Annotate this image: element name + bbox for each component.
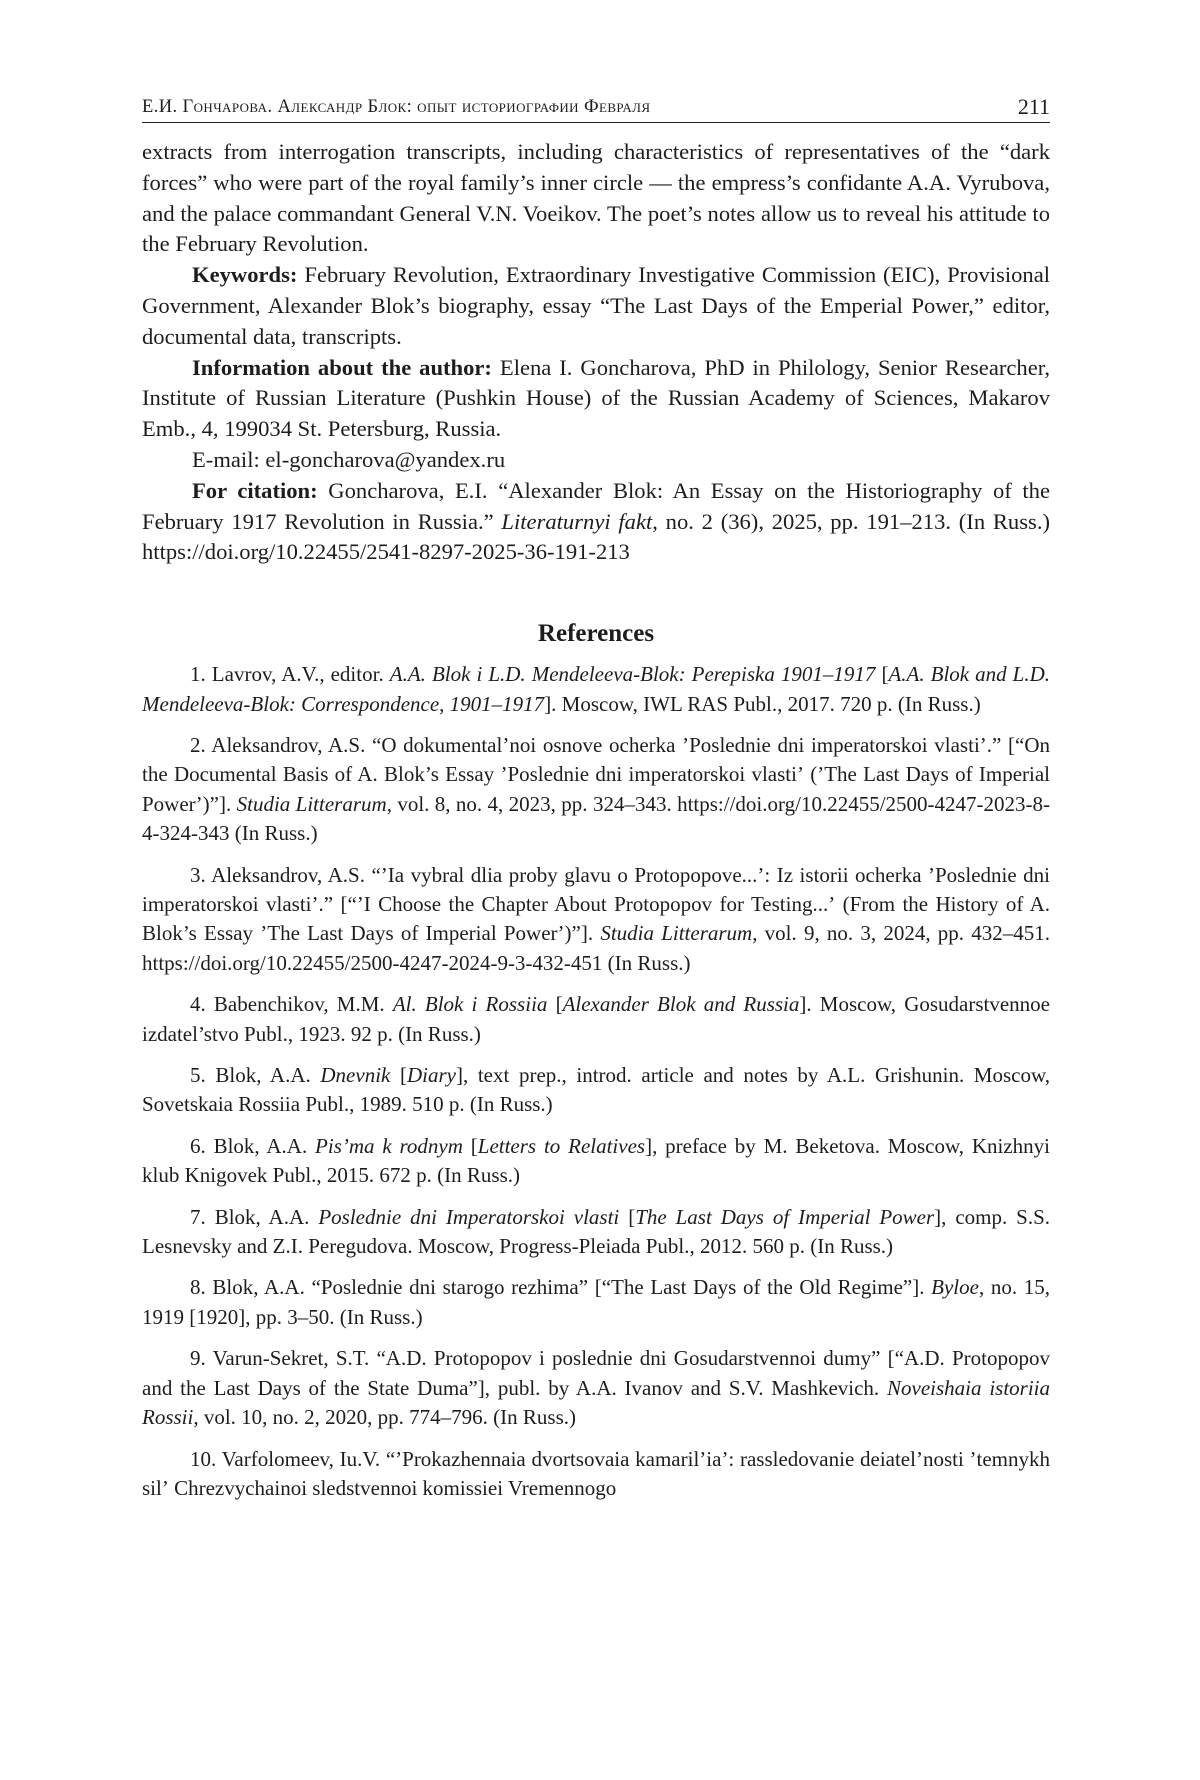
reference-item xyxy=(142,1061,1050,1120)
reference-item xyxy=(142,1273,1050,1332)
reference-text: Lavrov, A.V., editor. xyxy=(211,662,384,687)
author-label: Information about the author: xyxy=(192,354,492,380)
reference-text: , no. 15, 1919 [1920], pp. 3–50. (In Russ.) xyxy=(142,1275,1051,1329)
citation-paragraph xyxy=(142,476,1050,568)
keywords-text: February Revolution, Extraordinary Investigative Commission (EIC), Provisional Government, Alexander Blok’s biography, essay “The Last Days of the Emperial Power,” editor, documental data, transcripts. xyxy=(142,262,1050,349)
reference-title: Byloe xyxy=(931,1275,979,1300)
reference-title: Noveishaia istoriia Rossii xyxy=(142,1375,1051,1430)
reference-title: Dnevnik xyxy=(320,1063,391,1088)
reference-title-translation: Letters to Relatives xyxy=(477,1133,646,1158)
reference-text: [ xyxy=(881,662,889,687)
reference-text: Varfolomeev, Iu.V. “ʼProkazhennaia dvortsovaia kamaril’iaʼ: rassledovanie deiatel’nosti ʼtemnykh silʼ Chrezvychainoi sledstvennoi komissiei Vremennogo xyxy=(142,1446,1050,1500)
keywords-paragraph xyxy=(142,260,1050,352)
reference-text: ], preface by M. Beketova. Moscow, Knizhnyi klub Knigovek Publ., 2015. 672 p. (In Russ.) xyxy=(142,1133,1050,1188)
references-list xyxy=(142,660,1050,1503)
reference-text: Aleksandrov, A.S. “ʼIa vybral dlia proby glavu o Protopopove...ʼ: Iz istorii ocherka ʼPoslednie dni imperatorskoi vlastiʼ.” [“ʼI Choose the Chapter About Protopopov for Testing...ʼ (From the History of A. Blok’s Essay ʼThe Last Days of Imperial Powerʼ)”]. xyxy=(142,862,1050,946)
running-title: Е.И. Гончарова. Александр Блок: опыт историографии Февраля xyxy=(142,97,651,117)
reference-text: Blok, A.A. xyxy=(213,1133,308,1158)
reference-text: [ xyxy=(470,1133,478,1158)
reference-number: 5. xyxy=(190,1063,206,1088)
reference-title-translation: Diary xyxy=(406,1063,456,1088)
citation-journal: Literaturnyi fakt xyxy=(501,508,653,534)
reference-title-translation: A.A. Blok and L.D. Mendeleeva-Blok: Correspondence, 1901–1917 xyxy=(142,662,1051,716)
reference-item xyxy=(142,660,1050,719)
reference-number: 2. xyxy=(190,732,206,757)
reference-text: Blok, A.A. “Poslednie dni starogo rezhima” [“The Last Days of the Old Regime”]. xyxy=(212,1275,925,1300)
reference-number: 9. xyxy=(190,1346,206,1371)
citation-text: Goncharova, E.I. “Alexander Blok: An Essay on the Historiography of the February 1917 Revolution in Russia.” xyxy=(142,477,1050,534)
reference-number: 7. xyxy=(190,1204,206,1229)
references-heading: References xyxy=(537,620,655,648)
reference-title: Al. Blok i Rossiia xyxy=(392,992,548,1017)
reference-title: A.A. Blok i L.D. Mendeleeva-Blok: Perepiska 1901–1917 xyxy=(389,662,876,687)
citation-details: , no. 2 (36), 2025, pp. 191–213. (In Russ.) https://doi.org/10.22455/2541-8297-2025-36-191-213 xyxy=(142,508,1050,565)
reference-number: 1. xyxy=(190,662,206,687)
reference-number: 3. xyxy=(190,862,206,887)
reference-text: Blok, A.A. xyxy=(215,1063,311,1088)
reference-number: 10. xyxy=(190,1446,217,1471)
reference-number: 6. xyxy=(190,1133,206,1158)
reference-text: Blok, A.A. xyxy=(214,1204,310,1229)
reference-number: 8. xyxy=(190,1275,206,1300)
abstract xyxy=(142,137,1050,568)
journal-page xyxy=(142,86,1050,1515)
reference-item xyxy=(142,1203,1050,1262)
reference-text: ]. Moscow, Gosudarstvennoe izdatel’stvo Publ., 1923. 92 p. (In Russ.) xyxy=(142,992,1050,1046)
reference-text: , vol. 9, no. 3, 2024, pp. 432–451. https://doi.org/10.22455/2500-4247-2024-9-3-432-451 (In Russ.) xyxy=(142,921,1050,975)
reference-text: Aleksandrov, A.S. “O dokumental’noi osnove ocherka ʼPoslednie dni imperatorskoi vlastiʼ.” [“On the Documental Basis of A. Blok’s Essay ʼPoslednie dni imperatorskoi vlastiʼ (ʼThe Last Days of Imperial Powerʼ)”]. xyxy=(142,732,1050,816)
page-number: 211 xyxy=(1017,94,1050,119)
reference-text: , vol. 8, no. 4, 2023, pp. 324–343. https://doi.org/10.22455/2500-4247-2023-8-4-324-343 (In Russ.) xyxy=(142,791,1051,846)
author-paragraph xyxy=(142,353,1050,445)
reference-text: Babenchikov, M.M. xyxy=(213,992,385,1017)
keywords-label: Keywords: xyxy=(192,262,298,288)
reference-title: Studia Litterarum xyxy=(600,921,753,946)
reference-title: Pis’ma k rodnym xyxy=(315,1133,463,1158)
reference-title-translation: Alexander Blok and Russia xyxy=(562,992,800,1017)
reference-item xyxy=(142,731,1050,849)
reference-item xyxy=(142,1445,1050,1504)
email-line: E-mail: el-goncharova@yandex.ru xyxy=(192,446,506,472)
author-text: Elena I. Goncharova, PhD in Philology, Senior Researcher, Institute of Russian Literature (Pushkin House) of the Russian Academy of Sciences, Makarov Emb., 4, 199034 St. Petersburg, Russia. xyxy=(142,354,1050,442)
reference-text: ], comp. S.S. Lesnevsky and Z.I. Peregudova. Moscow, Progress-Pleiada Publ., 2012. 560 p. (In Russ.) xyxy=(142,1204,1051,1259)
reference-text: ]. Moscow, IWL RAS Publ., 2017. 720 p. (In Russ.) xyxy=(544,691,981,716)
reference-title-translation: The Last Days of Imperial Power xyxy=(635,1204,935,1229)
reference-item xyxy=(142,990,1050,1049)
reference-item xyxy=(142,861,1050,979)
reference-text: ], text prep., introd. article and notes by A.L. Grishunin. Moscow, Sovetskaia Rossiia Publ., 1989. 510 p. (In Russ.) xyxy=(142,1063,1051,1117)
citation-label: For citation: xyxy=(192,477,318,503)
reference-number: 4. xyxy=(190,992,206,1017)
reference-item xyxy=(142,1132,1050,1191)
reference-text: [ xyxy=(399,1063,407,1088)
running-header xyxy=(142,86,1050,123)
reference-item xyxy=(142,1344,1050,1432)
abstract-continuation: extracts from interrogation transcripts, including characteristics of representatives of the “dark forces” who were part of the royal family’s inner circle — the empress’s confidante A.A. Vyrubova, and the palace commandant General V.N. Voeikov. The poet’s notes allow us to reveal his attitude to the February Revolution. xyxy=(142,139,1050,257)
reference-title: Studia Litterarum xyxy=(236,791,387,816)
reference-title: Poslednie dni Imperatorskoi vlasti xyxy=(318,1204,620,1229)
reference-text: [ xyxy=(555,992,563,1017)
reference-text: Varun-Sekret, S.T. “A.D. Protopopov i poslednie dni Gosudarstvennoi dumy” [“A.D. Protopopov and the Last Days of the State Duma”], publ. by A.A. Ivanov and S.V. Mashkevich. xyxy=(142,1346,1050,1400)
reference-text: [ xyxy=(628,1204,636,1229)
reference-text: , vol. 10, no. 2, 2020, pp. 774–796. (In Russ.) xyxy=(193,1405,577,1430)
